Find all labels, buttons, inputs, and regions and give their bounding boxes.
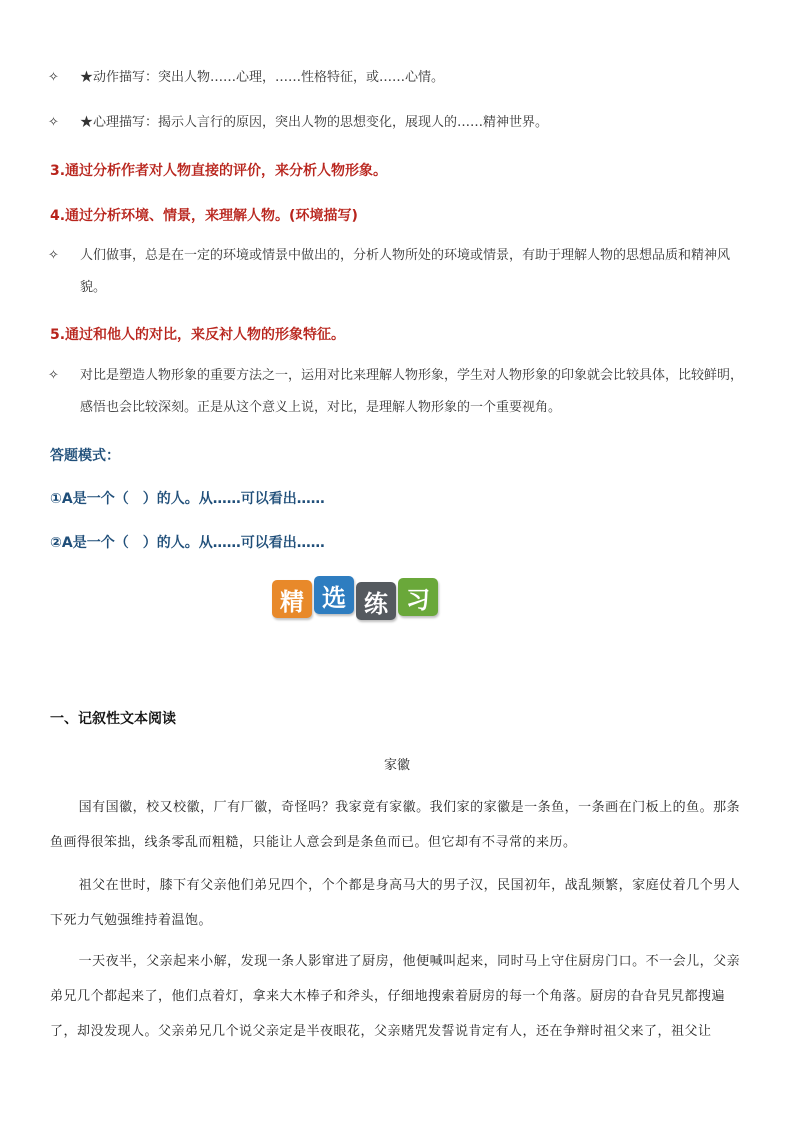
essay-paragraph: 国有国徽，校又校徽，厂有厂徽，奇怪吗？我家竟有家徽。我们家的家徽是一条鱼，一条画在门板上的鱼。那条鱼画得很笨拙，线条零乱而粗糙，只能让人意会到是条鱼而已。但它却有不寻常的来历。 <box>50 800 741 850</box>
heading-5: 5.通过和他人的对比，来反衬人物的形象特征。 <box>50 327 346 343</box>
essay-title: 家徽 <box>383 758 410 773</box>
bullet-text: 人们做事，总是在一定的环境或情景中做出的，分析人物所处的环境或情景，有助于理解人物的思想品质和精神风貌。 <box>80 248 731 295</box>
banner-tile: 精 <box>272 580 312 618</box>
banner-tile: 练 <box>356 582 396 620</box>
diamond-bullet-icon: ✧ <box>48 70 59 85</box>
heading-4: 4.通过分析环境、情景，来理解人物。(环境描写) <box>50 208 358 224</box>
banner-tile: 选 <box>314 576 354 614</box>
diamond-bullet-icon: ✧ <box>48 115 59 130</box>
practice-banner <box>272 576 438 620</box>
bullet-text: ★动作描写：突出人物……心理，……性格特征，或……心情。 <box>80 70 445 85</box>
diamond-bullet-icon: ✧ <box>48 368 59 383</box>
section-title: 一、记叙性文本阅读 <box>50 711 176 727</box>
banner-tile: 习 <box>398 578 438 616</box>
diamond-bullet-icon: ✧ <box>48 248 59 263</box>
essay-paragraph: 祖父在世时，膝下有父亲他们弟兄四个，个个都是身高马大的男子汉，民国初年，战乱频繁，家庭仗着几个男人下死力气勉强维持着温饱。 <box>50 878 741 928</box>
essay-paragraph: 一天夜半，父亲起来小解，发现一条人影窜进了厨房，他便喊叫起来，同时马上守住厨房门口。不一会儿，父亲弟兄几个都起来了，他们点着灯，拿来大木棒子和斧头，仔细地搜索着厨房的每一个角落。厨房的旮旮旯旯都搜遍了，却没发现人。父亲弟兄几个说父亲定是半夜眼花，父亲赌咒发誓说肯定有人，还在争辩时祖父来了，祖父让 <box>50 954 741 1039</box>
answer-mode-2: ②A是一个（ ）的人。从……可以看出…… <box>50 535 325 551</box>
answer-mode-label: 答题模式： <box>50 448 120 464</box>
bullet-text: ★心理描写：揭示人言行的原因，突出人物的思想变化，展现人的……精神世界。 <box>80 115 549 130</box>
bullet-text: 对比是塑造人物形象的重要方法之一，运用对比来理解人物形象，学生对人物形象的印象就会比较具体，比较鲜明，感悟也会比较深刻。正是从这个意义上说，对比，是理解人物形象的一个重要视角。 <box>80 368 744 415</box>
heading-3: 3.通过分析作者对人物直接的评价，来分析人物形象。 <box>50 163 388 179</box>
answer-mode-1: ①A是一个（ ）的人。从……可以看出…… <box>50 491 325 507</box>
